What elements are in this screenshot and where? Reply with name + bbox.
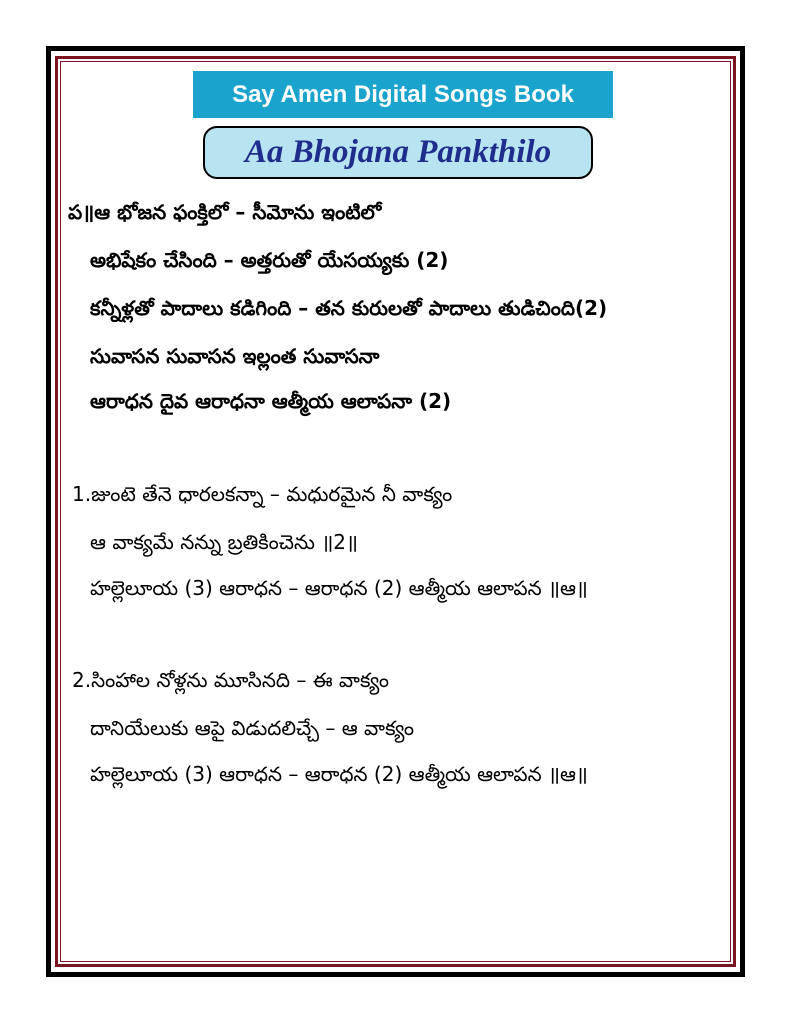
chorus-line-5: ఆరాధన దైవ ఆరాధనా ఆత్మీయ ఆలాపనా (2) [90, 389, 452, 413]
chorus-line-3: కన్నీళ్లతో పాదాలు కడిగింది – తన కురులతో పాదాలు తుడిచింది(2) [90, 296, 608, 320]
song-title-box [203, 126, 593, 179]
chorus-line-1: ప॥ఆ భోజన ఫంక్తిలో – సీమోను ఇంటిలో [68, 200, 382, 224]
verse2-line-2: దానియేలుకు ఆపై విడుదలిచ్చే – ఆ వాక్యం [90, 716, 415, 740]
verse1-line-2: ఆ వాక్యమే నన్ను బ్రతికించెను ॥2॥ [90, 530, 359, 554]
page-border-inner [60, 61, 731, 962]
verse2-line-1: 2.సింహాల నోళ్లను మూసినది – ఈ వాక్యం [72, 668, 389, 692]
verse1-line-1: 1.జుంటె తేనె ధారలకన్నా – మధురమైన నీ వాక్యం [72, 482, 453, 506]
header-banner-text: Say Amen Digital Songs Book [232, 80, 574, 108]
chorus-line-2: అభిషేకం చేసింది – అత్తరుతో యేసయ్యకు (2) [90, 248, 449, 272]
chorus-line-4: సువాసన సువాసన ఇల్లంత సువాసనా [90, 344, 380, 368]
verse1-line-3: హల్లెలూయ (3) ఆరాధన – ఆరాధన (2) ఆత్మీయ ఆలాపన ॥ఆ॥ [90, 576, 588, 600]
header-banner [193, 71, 613, 118]
song-title: Aa Bhojana Pankthilo [244, 134, 552, 170]
verse2-line-3: హల్లెలూయ (3) ఆరాధన – ఆరాధన (2) ఆత్మీయ ఆలాపన ॥ఆ॥ [90, 762, 588, 786]
